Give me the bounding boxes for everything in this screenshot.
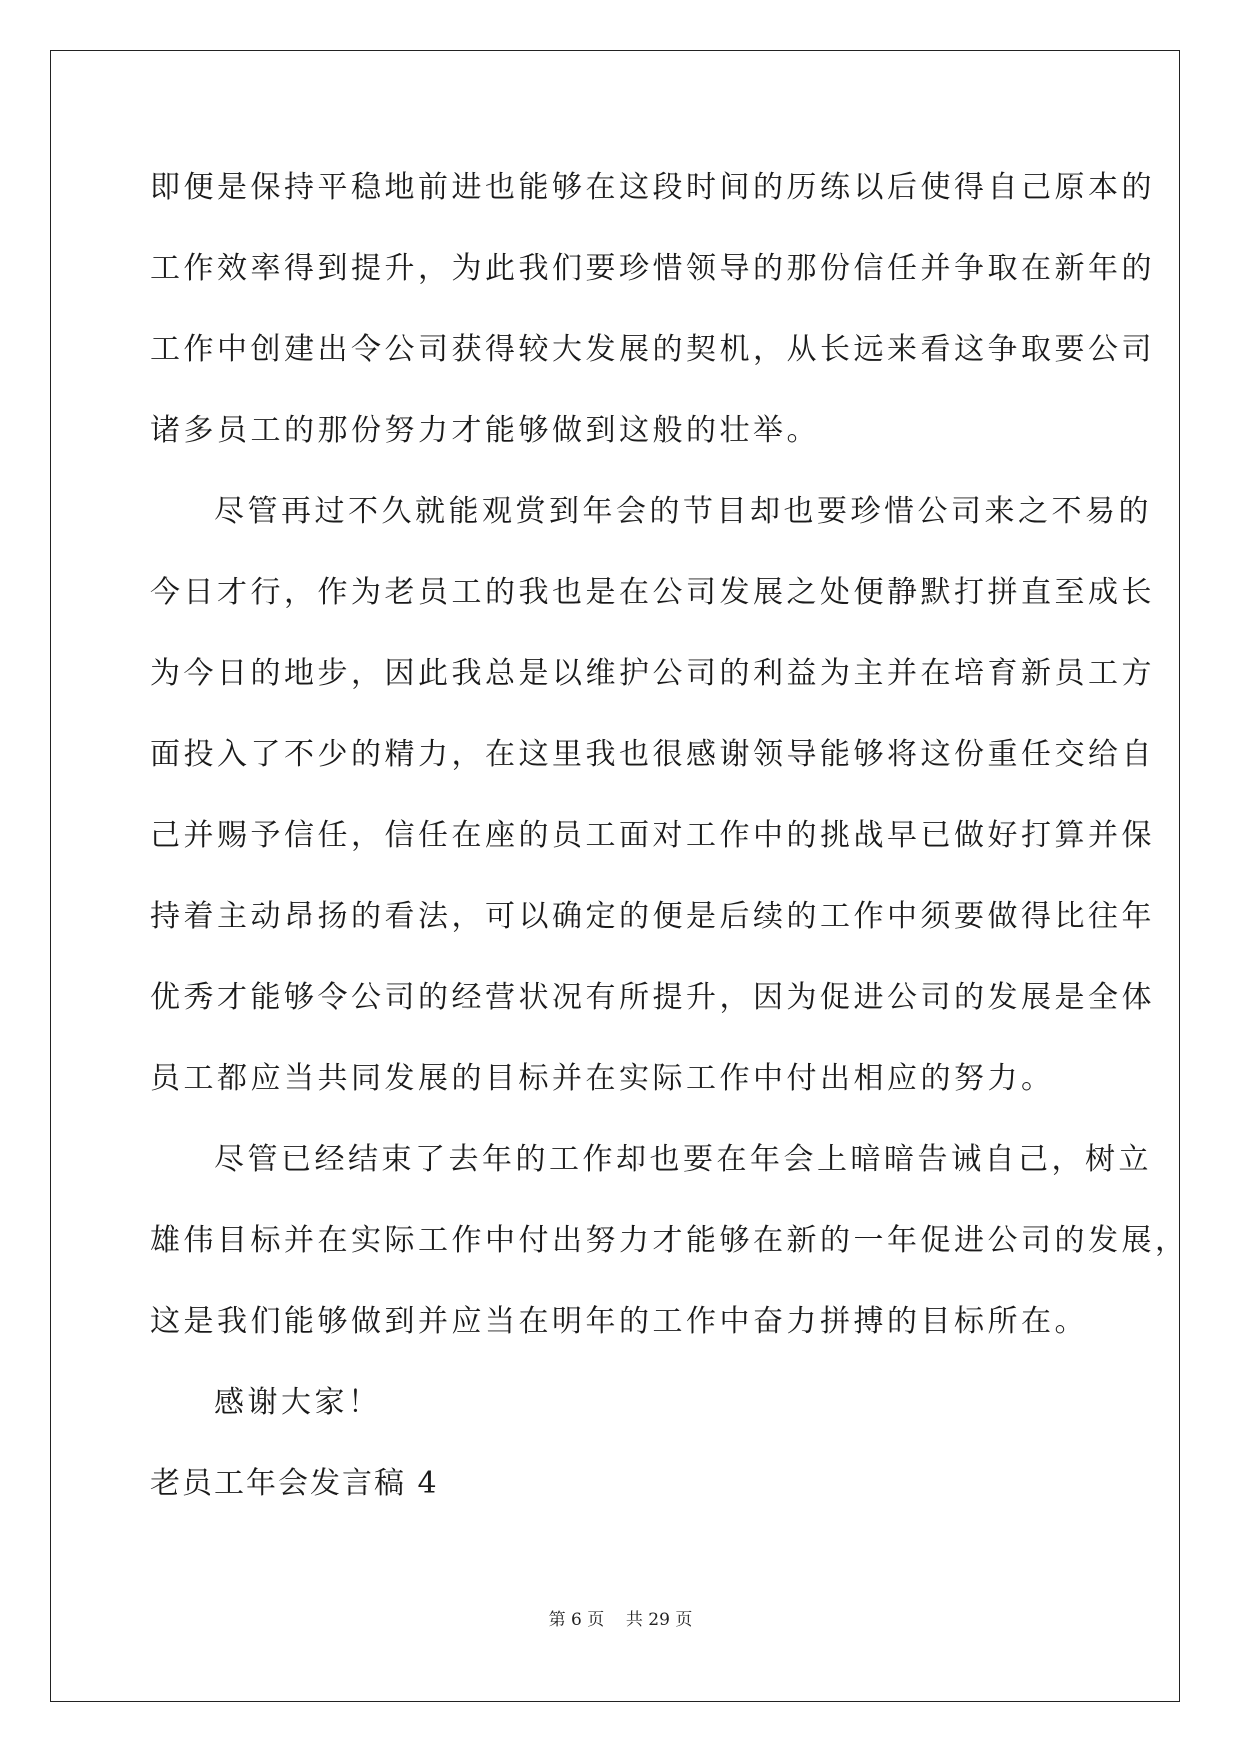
paragraph-line: 尽管再过不久就能观赏到年会的节目却也要珍惜公司来之不易的 (214, 494, 1152, 529)
paragraph-line: 尽管已经结束了去年的工作却也要在年会上暗暗告诫自己，树立 (214, 1142, 1152, 1177)
closing-thanks: 感谢大家！ (214, 1385, 382, 1420)
paragraph-line: 工作效率得到提升，为此我们要珍惜领导的那份信任并争取在新年的 (150, 251, 1155, 286)
paragraph-line: 面投入了不少的精力，在这里我也很感谢领导能够将这份重任交给自 (150, 737, 1155, 772)
document-body (150, 158, 1189, 1535)
paragraph-line: 优秀才能够令公司的经营状况有所提升，因为促进公司的发展是全体 (150, 980, 1155, 1015)
paragraph-line: 今日才行，作为老员工的我也是在公司发展之处便静默打拼直至成长 (150, 575, 1155, 610)
paragraph-line: 己并赐予信任，信任在座的员工面对工作中的挑战早已做好打算并保 (150, 818, 1155, 853)
paragraph-line: 员工都应当共同发展的目标并在实际工作中付出相应的努力。 (150, 1061, 1055, 1096)
paragraph-line: 这是我们能够做到并应当在明年的工作中奋力拼搏的目标所在。 (150, 1304, 1088, 1339)
paragraph-line: 工作中创建出令公司获得较大发展的契机，从长远来看这争取要公司 (150, 332, 1155, 367)
section-heading: 老员工年会发言稿 4 (150, 1466, 439, 1501)
paragraph-line: 即便是保持平稳地前进也能够在这段时间的历练以后使得自己原本的 (150, 170, 1155, 205)
paragraph-line: 持着主动昂扬的看法，可以确定的便是后续的工作中须要做得比往年 (150, 899, 1155, 934)
paragraph-line: 诸多员工的那份努力才能够做到这般的壮举。 (150, 413, 820, 448)
paragraph-line: 为今日的地步，因此我总是以维护公司的利益为主并在培育新员工方 (150, 656, 1155, 691)
page-footer (0, 1610, 1241, 1630)
page-total: 共 29 页 (625, 1610, 693, 1630)
paragraph-line: 雄伟目标并在实际工作中付出努力才能够在新的一年促进公司的发展， (150, 1223, 1189, 1258)
page-number: 第 6 页 (548, 1610, 605, 1630)
